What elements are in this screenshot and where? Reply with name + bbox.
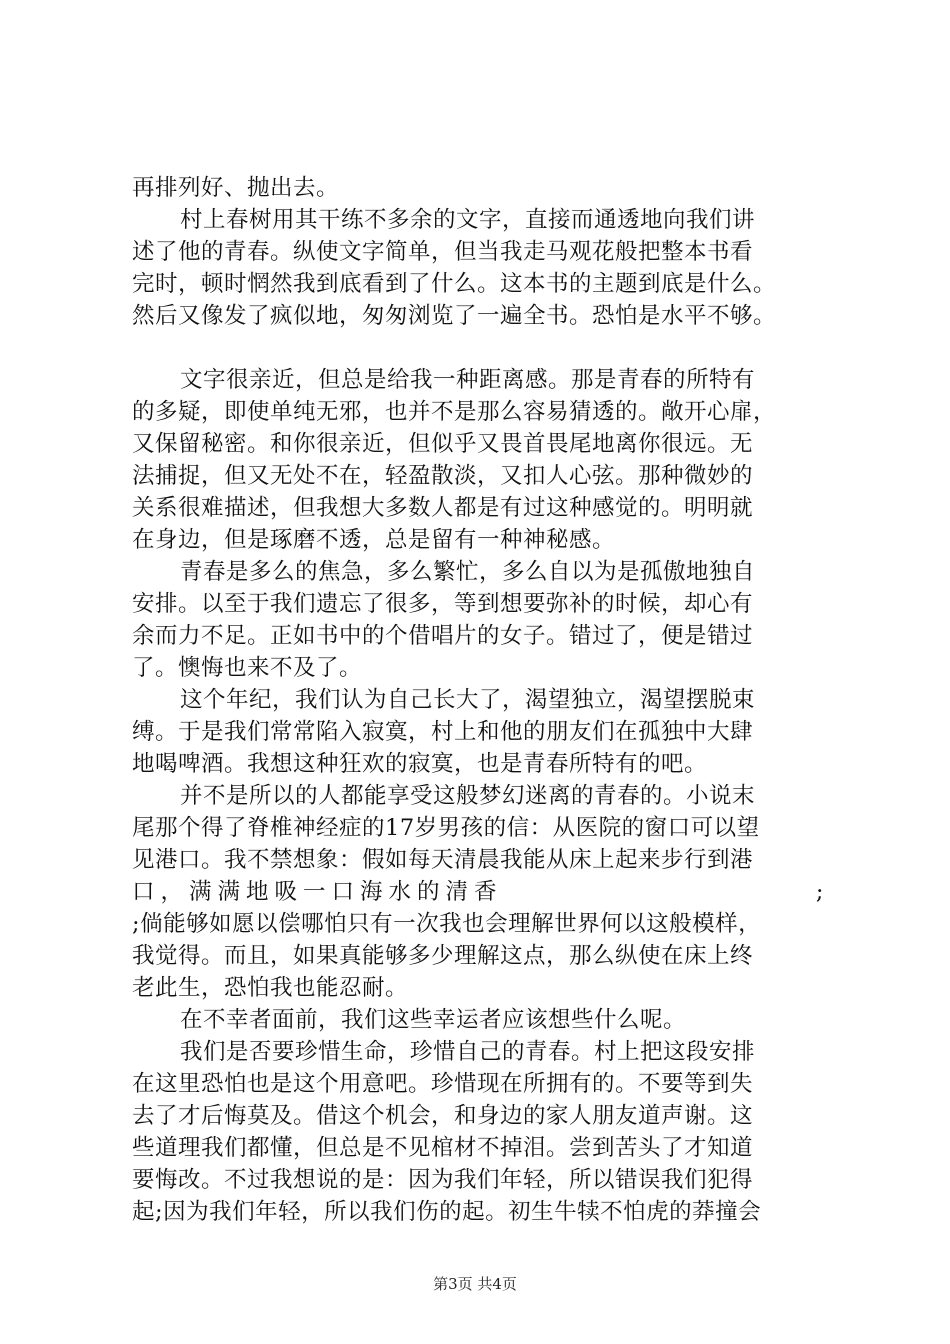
page-footer: 第3页 共4页 [433,1275,517,1293]
text-line [132,876,824,908]
text-line: 些道理我们都懂，但总是不见棺材不掉泪。尝到苦头了才知道 [132,1135,754,1161]
text-line-main: 口，满满地吸一口海水的清香 [132,879,503,905]
text-line: 了。懊悔也来不及了。 [132,655,363,681]
text-line: 然后又像发了疯似地，匆匆浏览了一遍全书。恐怕是水平不够。 [132,303,777,329]
text-line-trail: ; [815,879,824,905]
text-line: 尾那个得了脊椎神经症的17岁男孩的信：从医院的窗口可以望 [132,815,760,841]
text-line: 见港口。我不禁想象：假如每天清晨我能从床上起来步行到港 [132,847,754,873]
text-line: 关系很难描述，但我想大多数人都是有过这种感觉的。明明就 [132,495,754,521]
text-line: 起;因为我们年轻，所以我们伤的起。初生牛犊不怕虎的莽撞会 [132,1199,762,1225]
text-line: 缚。于是我们常常陷入寂寞，村上和他的朋友们在孤独中大肆 [132,719,754,745]
text-line: 地喝啤酒。我想这种狂欢的寂寞，也是青春所特有的吧。 [132,751,708,777]
text-line: 安排。以至于我们遗忘了很多，等到想要弥补的时候，却心有 [132,591,754,617]
text-line: 并不是所以的人都能享受这般梦幻迷离的青春的。小说末 [180,783,756,809]
text-line: 这个年纪，我们认为自己长大了，渴望独立，渴望摆脱束 [180,687,756,713]
text-line: 老此生，恐怕我也能忍耐。 [132,975,409,1001]
text-line: 去了才后悔莫及。借这个机会，和身边的家人朋友道声谢。这 [132,1103,754,1129]
text-line: 法捕捉，但又无处不在，轻盈散淡，又扣人心弦。那种微妙的 [132,463,754,489]
text-line: 我们是否要珍惜生命，珍惜自己的青春。村上把这段安排 [180,1039,756,1065]
text-line: 要悔改。不过我想说的是：因为我们年轻，所以错误我们犯得 [132,1167,754,1193]
blank-line [132,332,832,364]
text-line: 又保留秘密。和你很亲近，但似乎又畏首畏尾地离你很远。无 [132,431,754,457]
text-line: 在这里恐怕也是这个用意吧。珍惜现在所拥有的。不要等到失 [132,1071,754,1097]
text-line: 文字很亲近，但总是给我一种距离感。那是青春的所特有 [180,367,756,393]
text-line: 我觉得。而且，如果真能够多少理解这点，那么纵使在床上终 [132,943,754,969]
text-line: 完时，顿时惘然我到底看到了什么。这本书的主题到底是什么。 [132,271,777,297]
text-line: 的多疑，即使单纯无邪，也并不是那么容易猜透的。敞开心扉， [132,399,777,425]
text-line: 再排列好、抛出去。 [132,175,340,201]
text-line: 村上春树用其干练不多余的文字，直接而通透地向我们讲 [180,207,756,233]
text-line: 余而力不足。正如书中的个借唱片的女子。错过了，便是错过 [132,623,754,649]
document-body [132,172,832,1228]
text-line: 青春是多么的焦急，多么繁忙，多么自以为是孤傲地独自 [180,559,756,585]
text-line: 在身边，但是琢磨不透，总是留有一种神秘感。 [132,527,616,553]
text-line: ;倘能够如愿以偿哪怕只有一次我也会理解世界何以这般模样， [132,911,762,937]
text-line: 述了他的青春。纵使文字简单，但当我走马观花般把整本书看 [132,239,754,265]
text-line: 在不幸者面前，我们这些幸运者应该想些什么呢。 [180,1007,687,1033]
